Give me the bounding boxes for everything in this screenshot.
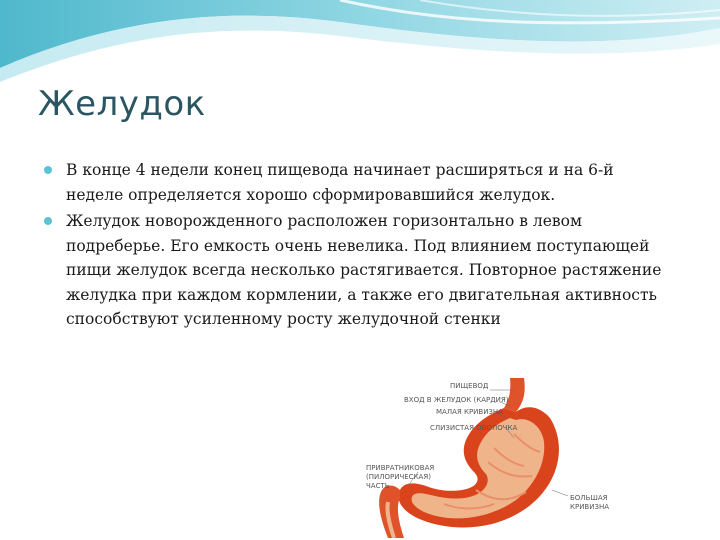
label-mucosa: СЛИЗИСТАЯ ОБОЛОЧКА xyxy=(430,424,518,432)
bullet-text: В конце 4 недели конец пищевода начинает расширяться и на 6-й неделе определяется хорошо сформировавшийся желудок. xyxy=(66,161,614,204)
bullet-item xyxy=(44,158,674,207)
label-pylorus-3: ЧАСТЬ xyxy=(366,482,390,490)
label-greater-curvature-2: КРИВИЗНА xyxy=(570,503,610,511)
slide-title: Желудок xyxy=(38,84,206,124)
label-pylorus-1: ПРИВРАТНИКОВАЯ xyxy=(366,464,435,472)
bullet-dot-icon xyxy=(44,166,52,174)
stomach-diagram xyxy=(364,378,654,538)
esophagus-shape xyxy=(504,378,525,412)
bullet-item xyxy=(44,209,674,332)
label-pylorus-2: (ПИЛОРИЧЕСКАЯ) xyxy=(366,473,431,481)
bullet-list xyxy=(44,158,674,334)
label-cardia: ВХОД В ЖЕЛУДОК (КАРДИЯ) xyxy=(404,396,509,404)
label-greater-curvature-1: БОЛЬШАЯ xyxy=(570,494,608,502)
header-wave-decoration xyxy=(0,0,720,90)
label-lesser-curvature: МАЛАЯ КРИВИЗНА xyxy=(436,408,503,416)
label-esophagus: ПИЩЕВОД xyxy=(450,382,489,390)
bullet-text: Желудок новорожденного расположен горизонтально в левом подреберье. Его емкость очень невелика. Под влиянием поступающей пищи желудок всегда несколько растягивается. Повторное растяжение желудка при каждом кормлении, а также его двигательная активность способствуют усиленному росту желудочной стенки xyxy=(66,212,662,328)
bullet-dot-icon xyxy=(44,217,52,225)
